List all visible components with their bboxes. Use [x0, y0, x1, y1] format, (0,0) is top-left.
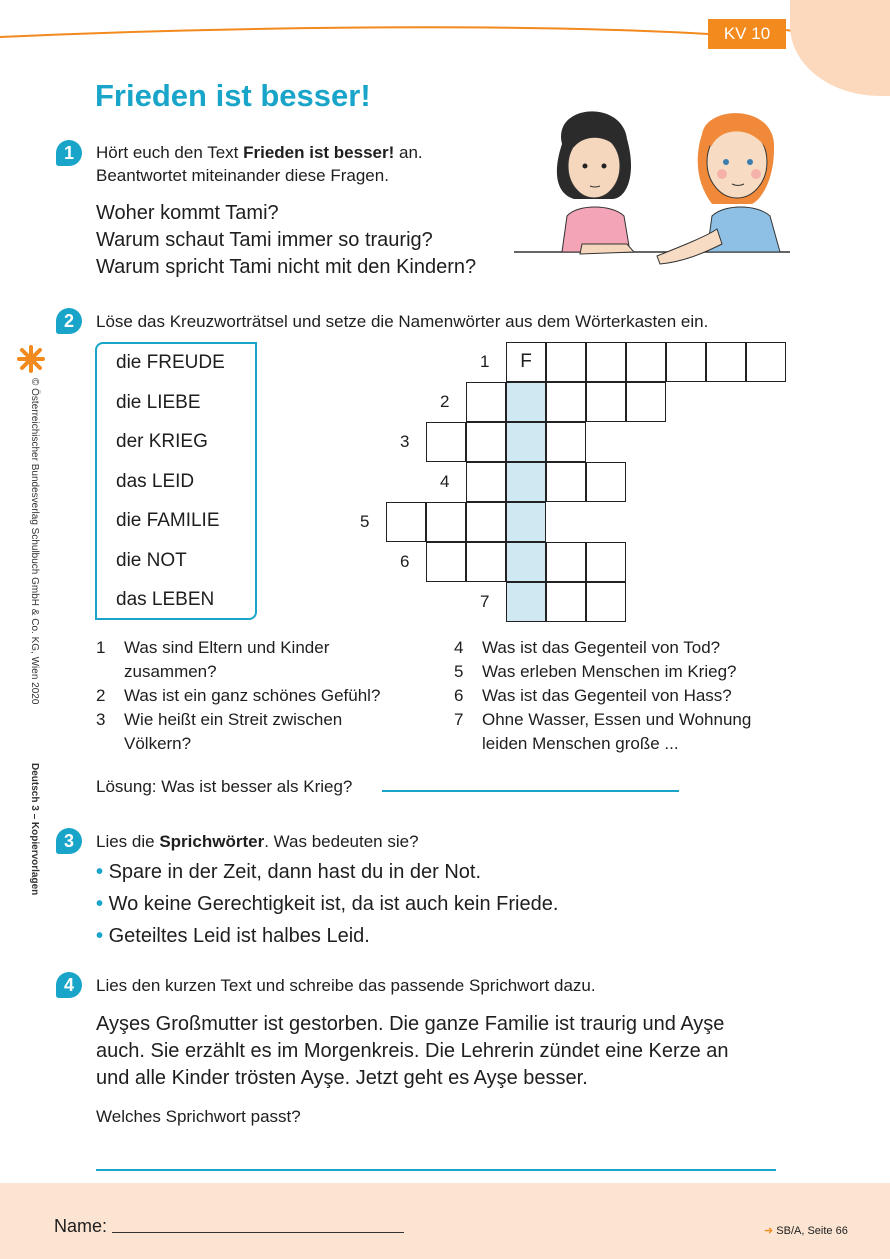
- crossword-cell[interactable]: [586, 462, 626, 502]
- solution-cell[interactable]: [506, 382, 546, 422]
- crossword-cell[interactable]: [466, 542, 506, 582]
- solution-cell[interactable]: [506, 462, 546, 502]
- page-title: Frieden ist besser!: [95, 78, 371, 113]
- task-4-story: [96, 1011, 729, 1092]
- footer: [0, 1183, 890, 1259]
- name-field[interactable]: [112, 1232, 404, 1233]
- crossword-cell[interactable]: [626, 382, 666, 422]
- crossword-row-number: 6: [400, 552, 410, 571]
- word-item: die FREUDE: [116, 352, 225, 373]
- clue-4: 4: [454, 638, 464, 657]
- publisher-logo: [17, 345, 47, 375]
- task-2-number: 2: [56, 308, 82, 334]
- story-line: Ayşes Großmutter ist gestorben. Die ganze Familie ist traurig und Ayşe: [96, 1013, 725, 1035]
- task-1-instruction: [96, 141, 423, 187]
- task-4-instruction: Lies den kurzen Text und schreibe das passende Sprichwort dazu.: [96, 976, 596, 995]
- story-line: und alle Kinder trösten Ayşe. Jetzt geht es Ayşe besser.: [96, 1067, 588, 1089]
- word-item: die FAMILIE: [116, 510, 220, 531]
- crossword-cell[interactable]: [426, 422, 466, 462]
- word-item: die LIEBE: [116, 392, 201, 413]
- crossword-cell[interactable]: [546, 462, 586, 502]
- reference-text: SB/A, Seite 66: [776, 1225, 848, 1237]
- clue-4-text: Was ist das Gegenteil von Tod?: [482, 638, 721, 657]
- question-2: Warum schaut Tami immer so traurig?: [96, 229, 433, 251]
- crossword-cell[interactable]: [586, 542, 626, 582]
- solution-cell[interactable]: [506, 542, 546, 582]
- solution-cell[interactable]: F: [506, 342, 546, 382]
- crossword-cell[interactable]: [546, 542, 586, 582]
- task-1-questions: [96, 200, 476, 281]
- crossword-row-number: 2: [440, 392, 450, 411]
- question-1: Woher kommt Tami?: [96, 202, 279, 224]
- task-3-number: 3: [56, 828, 82, 854]
- crossword-cell[interactable]: [706, 342, 746, 382]
- crossword-row-number: 4: [440, 472, 450, 491]
- crossword-cell[interactable]: [546, 582, 586, 622]
- clue-1-text: Was sind Eltern und Kinder zusammen?: [124, 638, 330, 681]
- word-box: [95, 342, 257, 620]
- crossword-row-number: 1: [480, 352, 490, 371]
- task-4-number: 4: [56, 972, 82, 998]
- crossword-cell[interactable]: [466, 422, 506, 462]
- task-1-intro-end: an.: [394, 143, 423, 162]
- proverb-item: • Geteiltes Leid ist halbes Leid.: [96, 925, 370, 947]
- solution-answer-line[interactable]: [382, 790, 679, 792]
- clue-7-text: Ohne Wasser, Essen und Wohnung leiden Menschen große ...: [482, 710, 752, 753]
- series-text: Deutsch 3 – Kopiervorlagen: [29, 763, 40, 896]
- task-2-instruction: Löse das Kreuzworträtsel und setze die Namenwörter aus dem Wörterkasten ein.: [96, 312, 709, 331]
- word-item: die NOT: [116, 550, 187, 571]
- task-1-number: 1: [56, 140, 82, 166]
- crossword-cell[interactable]: [546, 422, 586, 462]
- task-3-intro-end: . Was bedeuten sie?: [264, 832, 419, 851]
- task-3-bold: Sprichwörter: [159, 832, 265, 851]
- crossword-row-number: 3: [400, 432, 410, 451]
- clue-6: 6: [454, 686, 464, 705]
- word-item: der KRIEG: [116, 431, 208, 452]
- children-illustration: [512, 104, 792, 274]
- solution-label: Lösung: Was ist besser als Krieg?: [96, 777, 353, 796]
- task-1-intro-line2: Beantwortet miteinander diese Fragen.: [96, 166, 389, 185]
- crossword-cell[interactable]: [386, 502, 426, 542]
- crossword-cell[interactable]: [586, 582, 626, 622]
- task-3-intro: Lies die: [96, 832, 160, 851]
- clue-3: 3: [96, 710, 106, 729]
- task-1-text-title: Frieden ist besser!: [243, 143, 395, 162]
- crossword-cell[interactable]: [466, 382, 506, 422]
- crossword-cell[interactable]: [546, 342, 586, 382]
- clue-7: 7: [454, 710, 464, 729]
- corner-blob: [790, 0, 890, 96]
- clue-1: 1: [96, 638, 106, 657]
- solution-cell[interactable]: [506, 582, 546, 622]
- clue-2: 2: [96, 686, 106, 705]
- clue-6-text: Was ist das Gegenteil von Hass?: [482, 686, 732, 705]
- solution-cell[interactable]: [506, 422, 546, 462]
- answer-line[interactable]: [96, 1169, 776, 1171]
- proverb-item: • Wo keine Gerechtigkeit ist, da ist auch kein Friede.: [96, 893, 559, 915]
- proverb-item: • Spare in der Zeit, dann hast du in der Not.: [96, 861, 482, 883]
- crossword-cell[interactable]: [546, 382, 586, 422]
- copyright-text: © Österreichischer Bundesverlag Schulbuch GmbH & Co. KG, Wien 2020: [29, 378, 40, 705]
- word-item: das LEID: [116, 471, 195, 492]
- name-label: Name:: [54, 1216, 108, 1236]
- question-3: Warum spricht Tami nicht mit den Kindern?: [96, 256, 477, 278]
- clue-5-text: Was erleben Menschen im Krieg?: [482, 662, 737, 681]
- crossword-cell[interactable]: [666, 342, 706, 382]
- crossword-cell[interactable]: [746, 342, 786, 382]
- crossword-cell[interactable]: [426, 542, 466, 582]
- story-line: auch. Sie erzählt es im Morgenkreis. Die Lehrerin zündet eine Kerze an: [96, 1040, 729, 1062]
- crossword-cell[interactable]: [586, 342, 626, 382]
- clue-2-text: Was ist ein ganz schönes Gefühl?: [124, 686, 381, 705]
- crossword-cell[interactable]: [626, 342, 666, 382]
- clue-5: 5: [454, 662, 464, 681]
- task-4-question: Welches Sprichwort passt?: [96, 1107, 301, 1126]
- crossword-cell[interactable]: [466, 502, 506, 542]
- crossword-row-number: 7: [480, 592, 490, 611]
- arrow-right-icon: ➜: [764, 1225, 774, 1237]
- crossword-row-number: 5: [360, 512, 370, 531]
- crossword-cell[interactable]: [426, 502, 466, 542]
- crossword-cell[interactable]: [586, 382, 626, 422]
- word-item: das LEBEN: [116, 589, 215, 610]
- proverb-list: [96, 859, 558, 950]
- crossword-cell[interactable]: [466, 462, 506, 502]
- clue-3-text: Wie heißt ein Streit zwischen Völkern?: [124, 710, 343, 753]
- solution-cell[interactable]: [506, 502, 546, 542]
- task-3-instruction: [96, 830, 419, 853]
- task-1-intro-text: Hört euch den Text: [96, 143, 244, 162]
- page-reference: [764, 1224, 848, 1237]
- worksheet-badge: KV 10: [708, 19, 786, 49]
